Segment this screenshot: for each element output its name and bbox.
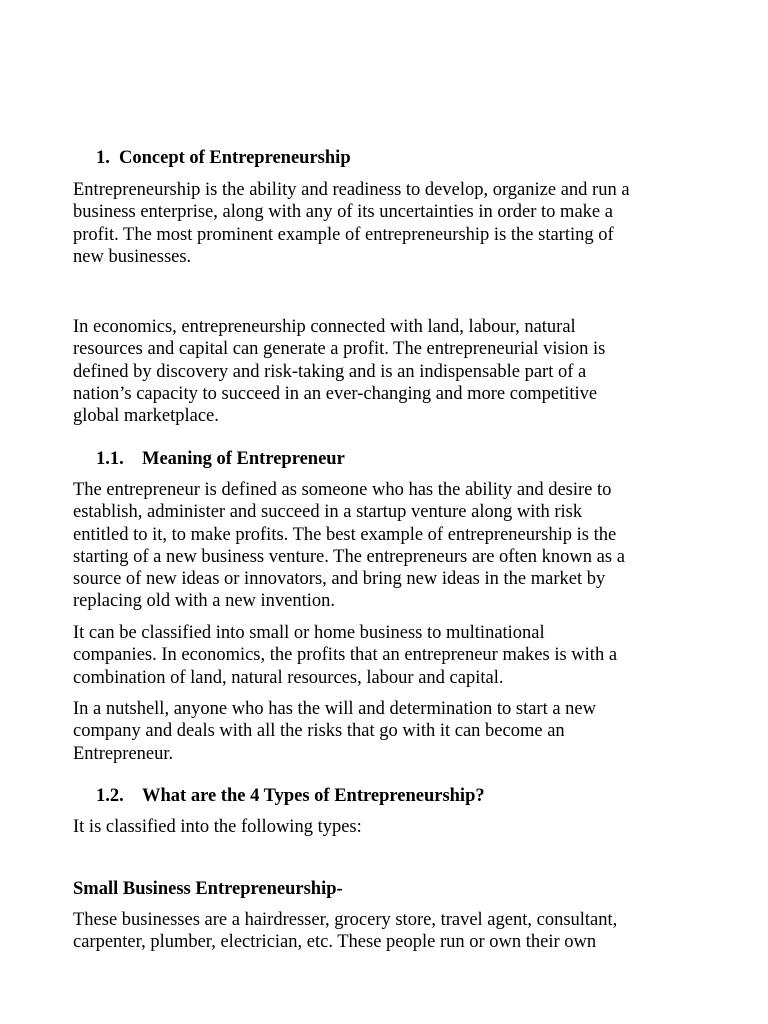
paragraph-line: starting of a new business venture. The entrepreneurs are often known as a bbox=[73, 546, 625, 567]
paragraph-line: Entrepreneurship is the ability and readiness to develop, organize and run a bbox=[73, 180, 630, 200]
paragraph-line: The entrepreneur is defined as someone who has the ability and desire to bbox=[73, 480, 612, 500]
paragraph-economics bbox=[73, 316, 698, 427]
paragraph-classification bbox=[73, 622, 698, 689]
paragraph-line: profit. The most prominent example of entrepreneurship is the starting of bbox=[73, 224, 614, 245]
paragraph-line: carpenter, plumber, electrician, etc. These people run or own their own bbox=[73, 932, 597, 953]
subheading-small-business bbox=[73, 878, 698, 900]
paragraph-line: These businesses are a hairdresser, grocery store, travel agent, consultant, bbox=[73, 910, 618, 930]
paragraph-line: company and deals with all the risks that go with it can become an bbox=[73, 721, 565, 742]
heading-number: 1.2. bbox=[96, 786, 124, 806]
paragraph-line: nation’s capacity to succeed in an ever-changing and more competitive bbox=[73, 383, 598, 404]
paragraph-line: business enterprise, along with any of its uncertainties in order to make a bbox=[73, 202, 613, 223]
paragraph-line: In a nutshell, anyone who has the will and determination to start a new bbox=[73, 699, 597, 719]
paragraph-concept-definition bbox=[73, 179, 698, 268]
paragraph-line: defined by discovery and risk-taking and is an indispensable part of a bbox=[73, 361, 587, 382]
paragraph-line: replacing old with a new invention. bbox=[73, 591, 336, 612]
heading-types-of-entrepreneurship bbox=[96, 785, 485, 807]
paragraph-line: resources and capital can generate a profit. The entrepreneurial vision is bbox=[73, 339, 606, 360]
heading-title: Concept of Entrepreneurship bbox=[119, 148, 351, 168]
paragraph-small-business bbox=[73, 909, 698, 954]
paragraph-line: It is classified into the following types: bbox=[73, 817, 362, 837]
heading-number: 1. bbox=[96, 148, 110, 168]
paragraph-line: It can be classified into small or home business to multinational bbox=[73, 623, 545, 643]
paragraph-line: source of new ideas or innovators, and bring new ideas in the market by bbox=[73, 569, 606, 590]
paragraph-line: entitled to it, to make profits. The best example of entrepreneurship is the bbox=[73, 524, 617, 545]
paragraph-nutshell bbox=[73, 698, 698, 765]
subheading-text: Small Business Entrepreneurship- bbox=[73, 879, 343, 899]
paragraph-line: establish, administer and succeed in a startup venture along with risk bbox=[73, 502, 583, 523]
heading-title: What are the 4 Types of Entrepreneurship? bbox=[142, 786, 485, 806]
paragraph-line: new businesses. bbox=[73, 246, 192, 267]
paragraph-line: combination of land, natural resources, labour and capital. bbox=[73, 667, 504, 688]
heading-title: Meaning of Entrepreneur bbox=[142, 449, 345, 469]
heading-meaning-of-entrepreneur bbox=[96, 448, 345, 470]
paragraph-entrepreneur-definition bbox=[73, 479, 698, 613]
paragraph-line: companies. In economics, the profits that an entrepreneur makes is with a bbox=[73, 645, 618, 666]
paragraph-line: Entrepreneur. bbox=[73, 743, 174, 764]
heading-concept-of-entrepreneurship bbox=[96, 147, 351, 169]
paragraph-types-intro bbox=[73, 816, 698, 838]
heading-number: 1.1. bbox=[96, 449, 124, 469]
paragraph-line: In economics, entrepreneurship connected with land, labour, natural bbox=[73, 317, 576, 337]
paragraph-line: global marketplace. bbox=[73, 406, 219, 427]
